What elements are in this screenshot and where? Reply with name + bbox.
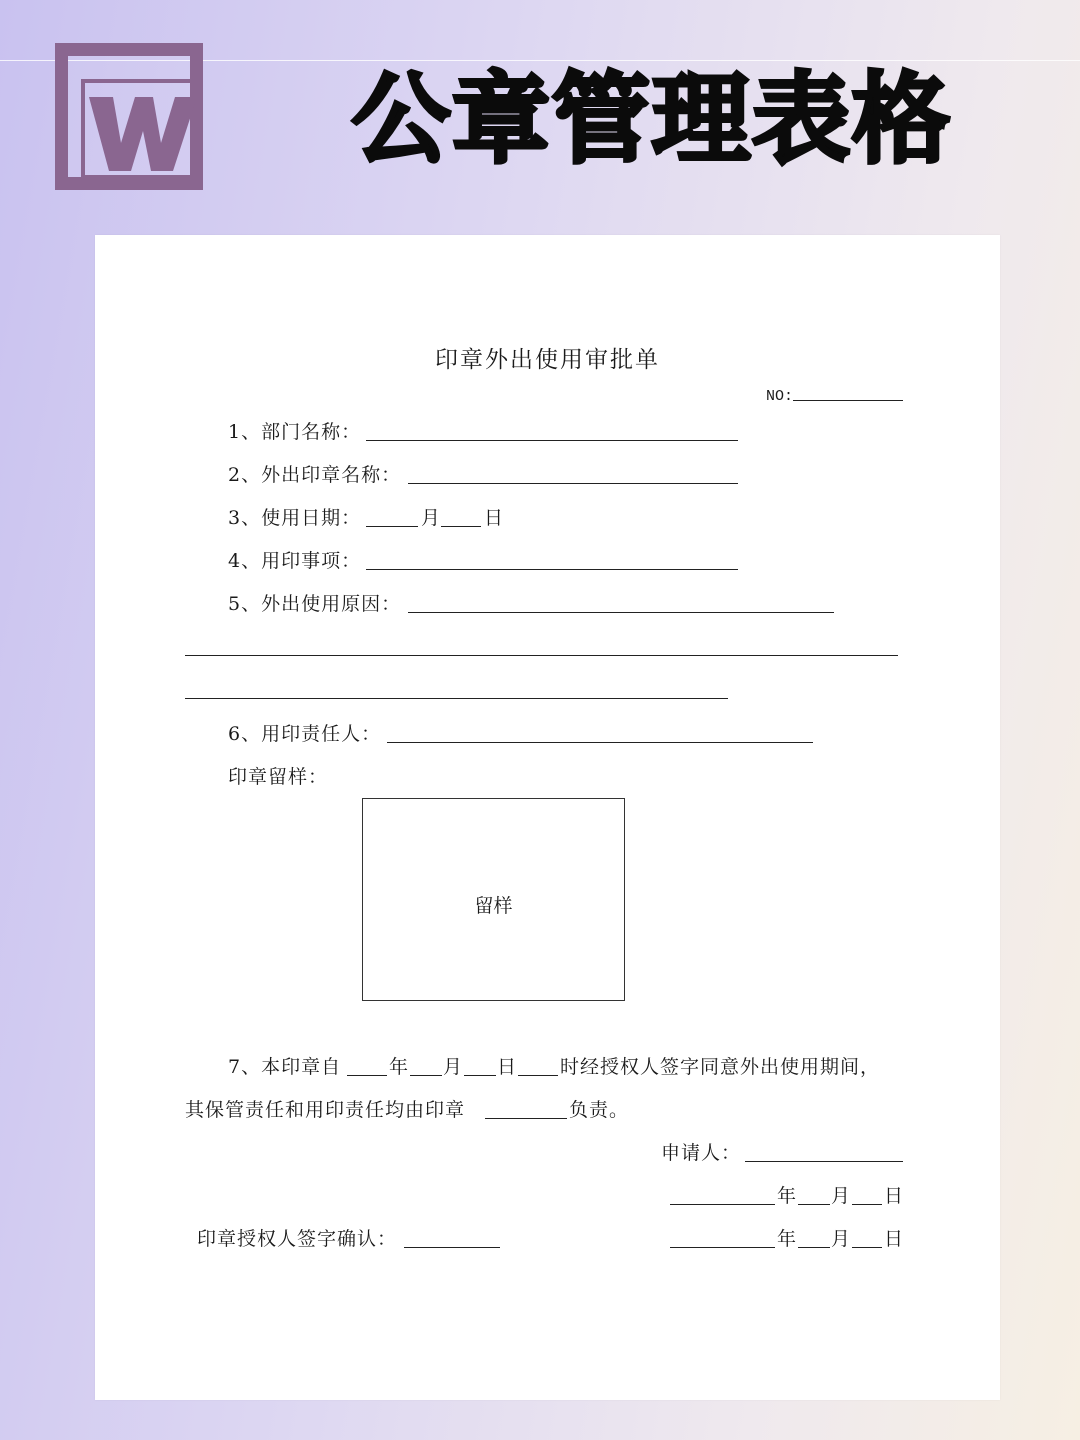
reason-field[interactable] bbox=[408, 612, 834, 613]
form-number-label: NO: bbox=[766, 388, 794, 405]
matter-field[interactable] bbox=[366, 569, 738, 570]
clause-suffix: 时经授权人签字同意外出使用期间， bbox=[560, 1056, 881, 1078]
authorizer-label: 印章授权人签字确认： bbox=[197, 1228, 398, 1250]
matter-label: 4、用印事项： bbox=[228, 550, 362, 572]
dept-field[interactable] bbox=[366, 440, 738, 441]
applicant-date-month-field[interactable] bbox=[798, 1204, 830, 1205]
authorizer-date-month: 月 bbox=[831, 1228, 852, 1250]
date-day-field[interactable] bbox=[441, 526, 481, 527]
clause-day: 日 bbox=[497, 1056, 518, 1078]
seal-name-field[interactable] bbox=[408, 483, 738, 484]
applicant-label: 申请人： bbox=[661, 1142, 742, 1164]
responsible-field[interactable] bbox=[387, 742, 813, 743]
authorizer-date-month-field[interactable] bbox=[798, 1247, 830, 1248]
date-day-label: 日 bbox=[484, 507, 505, 529]
form-paper bbox=[95, 235, 1000, 1400]
applicant-date-year-field[interactable] bbox=[670, 1204, 775, 1205]
clause-prefix: 7、本印章自 bbox=[228, 1056, 342, 1078]
reason-label: 5、外出使用原因： bbox=[228, 593, 402, 615]
applicant-date-day-field[interactable] bbox=[852, 1204, 882, 1205]
applicant-date-day: 日 bbox=[884, 1185, 905, 1207]
form-title: 印章外出使用审批单 bbox=[435, 347, 660, 373]
applicant-date-year: 年 bbox=[777, 1185, 798, 1207]
authorizer-date-year: 年 bbox=[777, 1228, 798, 1250]
clause-line2-suffix: 负责。 bbox=[569, 1099, 630, 1121]
authorizer-date-year-field[interactable] bbox=[670, 1247, 775, 1248]
page-title: 公章管理表格 bbox=[352, 63, 953, 177]
date-month-label: 月 bbox=[421, 507, 442, 529]
sample-label: 印章留样： bbox=[228, 766, 329, 788]
clause-year: 年 bbox=[389, 1056, 410, 1078]
dept-label: 1、部门名称： bbox=[228, 421, 362, 443]
reason-line-3[interactable] bbox=[185, 698, 728, 699]
applicant-field[interactable] bbox=[745, 1161, 903, 1162]
clause-dept-field[interactable] bbox=[485, 1118, 567, 1119]
clause-line2-prefix: 其保管责任和用印责任均由印章 bbox=[185, 1099, 466, 1121]
reason-line-2[interactable] bbox=[185, 655, 898, 656]
authorizer-date-day: 日 bbox=[884, 1228, 905, 1250]
clause-month-field[interactable] bbox=[410, 1075, 442, 1076]
clause-year-field[interactable] bbox=[347, 1075, 387, 1076]
seal-name-label: 2、外出印章名称： bbox=[228, 464, 402, 486]
seal-sample-text: 留样 bbox=[474, 895, 513, 917]
form-number-line[interactable] bbox=[793, 400, 903, 401]
word-logo-inner bbox=[81, 79, 197, 179]
applicant-date-month: 月 bbox=[831, 1185, 852, 1207]
clause-hour-field[interactable] bbox=[518, 1075, 558, 1076]
clause-day-field[interactable] bbox=[464, 1075, 496, 1076]
date-label: 3、使用日期： bbox=[228, 507, 362, 529]
word-logo-icon bbox=[55, 43, 203, 190]
authorizer-field[interactable] bbox=[404, 1247, 500, 1248]
authorizer-date-day-field[interactable] bbox=[852, 1247, 882, 1248]
word-w-glyph bbox=[85, 83, 201, 183]
responsible-label: 6、用印责任人： bbox=[228, 723, 382, 745]
clause-month: 月 bbox=[443, 1056, 464, 1078]
seal-sample-box[interactable] bbox=[362, 798, 625, 1001]
date-month-field[interactable] bbox=[366, 526, 418, 527]
